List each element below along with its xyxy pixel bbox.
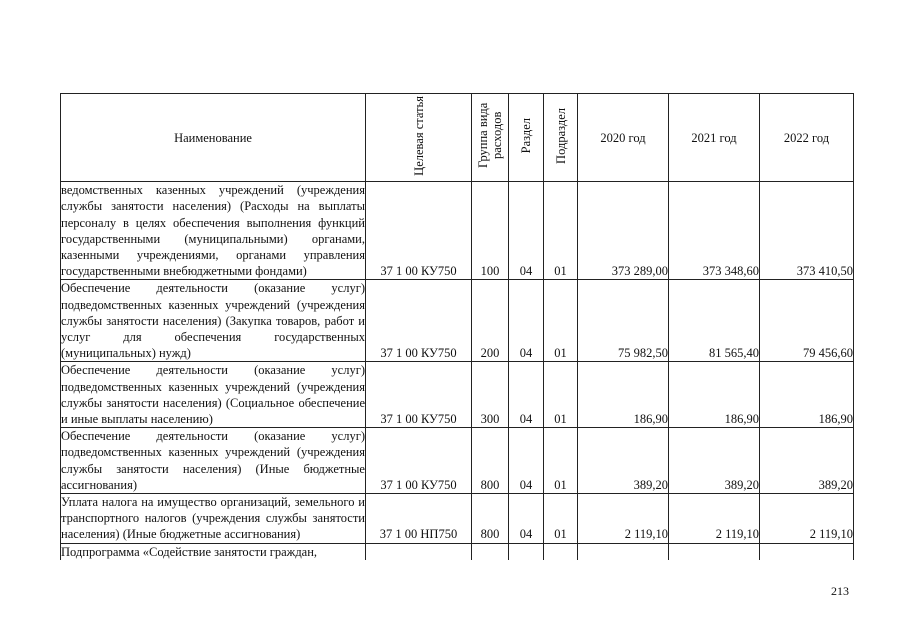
page-number: 213 (831, 584, 849, 598)
row-name: Обеспечение деятельности (оказание услуг) подведомственных казенных учреждений (учреждения службы занятости населения) (Социальное обеспечение и иные выплаты населению) (61, 363, 365, 427)
row-target-article: 37 1 00 НП750 (366, 494, 472, 544)
row-2021: 389,20 (669, 428, 760, 494)
row-2020: 389,20 (578, 428, 669, 494)
row-name: Уплата налога на имущество организаций, земельного и транспортного налогов (учреждения службы занятости населения) (Иные бюджетные ассигнования) (61, 495, 365, 542)
row-2021: 186,90 (669, 362, 760, 428)
row-expense-group (472, 543, 509, 560)
row-section (509, 543, 544, 560)
row-subsection: 01 (544, 182, 578, 280)
row-2020: 373 289,00 (578, 182, 669, 280)
row-subsection: 01 (544, 494, 578, 544)
row-name: Обеспечение деятельности (оказание услуг) подведомственных казенных учреждений (учреждения службы занятости населения) (Закупка товаров, работ и услуг для обеспечения государственных (муниципальных) нужд) (61, 281, 365, 361)
row-expense-group: 300 (472, 362, 509, 428)
header-2020: 2020 год (578, 94, 669, 182)
row-2021: 2 119,10 (669, 494, 760, 544)
row-subsection: 01 (544, 280, 578, 362)
row-expense-group: 800 (472, 428, 509, 494)
header-2022: 2022 год (760, 94, 854, 182)
header-target-article: Целевая статья (366, 94, 472, 182)
row-expense-group: 800 (472, 494, 509, 544)
row-2020: 2 119,10 (578, 494, 669, 544)
row-section: 04 (509, 494, 544, 544)
table-row (61, 543, 854, 560)
row-name: Подпрограмма «Содействие занятости граждан, (61, 543, 366, 560)
row-2020: 75 982,50 (578, 280, 669, 362)
row-2021: 81 565,40 (669, 280, 760, 362)
table-row (61, 362, 854, 428)
row-2022: 373 410,50 (760, 182, 854, 280)
row-name: ведомственных казенных учреждений (учреждения службы занятости населения) (Расходы на выплаты персоналу в целях обеспечения выполнения функций государственными (муниципальными) органами, казенными учреждениями, органами управления государственными внебюджетными фондами) (61, 183, 365, 279)
row-2021 (669, 543, 760, 560)
row-section: 04 (509, 280, 544, 362)
row-section: 04 (509, 428, 544, 494)
header-subsection: Подраздел (544, 94, 578, 182)
row-target-article: 37 1 00 КУ750 (366, 362, 472, 428)
row-expense-group: 100 (472, 182, 509, 280)
row-section: 04 (509, 362, 544, 428)
row-name: Обеспечение деятельности (оказание услуг) подведомственных казенных учреждений (учреждения службы занятости населения) (Иные бюджетные ассигнования) (61, 429, 365, 492)
row-2022: 79 456,60 (760, 280, 854, 362)
row-2020: 186,90 (578, 362, 669, 428)
header-section: Раздел (509, 94, 544, 182)
row-2020 (578, 543, 669, 560)
row-subsection (544, 543, 578, 560)
row-2022: 2 119,10 (760, 494, 854, 544)
row-target-article (366, 543, 472, 560)
row-target-article: 37 1 00 КУ750 (366, 280, 472, 362)
header-name: Наименование (61, 94, 366, 182)
table-row (61, 494, 854, 544)
row-section: 04 (509, 182, 544, 280)
row-2021: 373 348,60 (669, 182, 760, 280)
header-2021: 2021 год (669, 94, 760, 182)
row-subsection: 01 (544, 362, 578, 428)
header-row (61, 94, 854, 182)
row-expense-group: 200 (472, 280, 509, 362)
header-expense-group: Группа вида расходов (472, 94, 509, 182)
table-row (61, 428, 854, 494)
row-target-article: 37 1 00 КУ750 (366, 428, 472, 494)
row-target-article: 37 1 00 КУ750 (366, 182, 472, 280)
row-2022 (760, 543, 854, 560)
row-2022: 389,20 (760, 428, 854, 494)
row-2022: 186,90 (760, 362, 854, 428)
row-subsection: 01 (544, 428, 578, 494)
table-row (61, 280, 854, 362)
budget-table (60, 93, 854, 560)
table-row (61, 182, 854, 280)
